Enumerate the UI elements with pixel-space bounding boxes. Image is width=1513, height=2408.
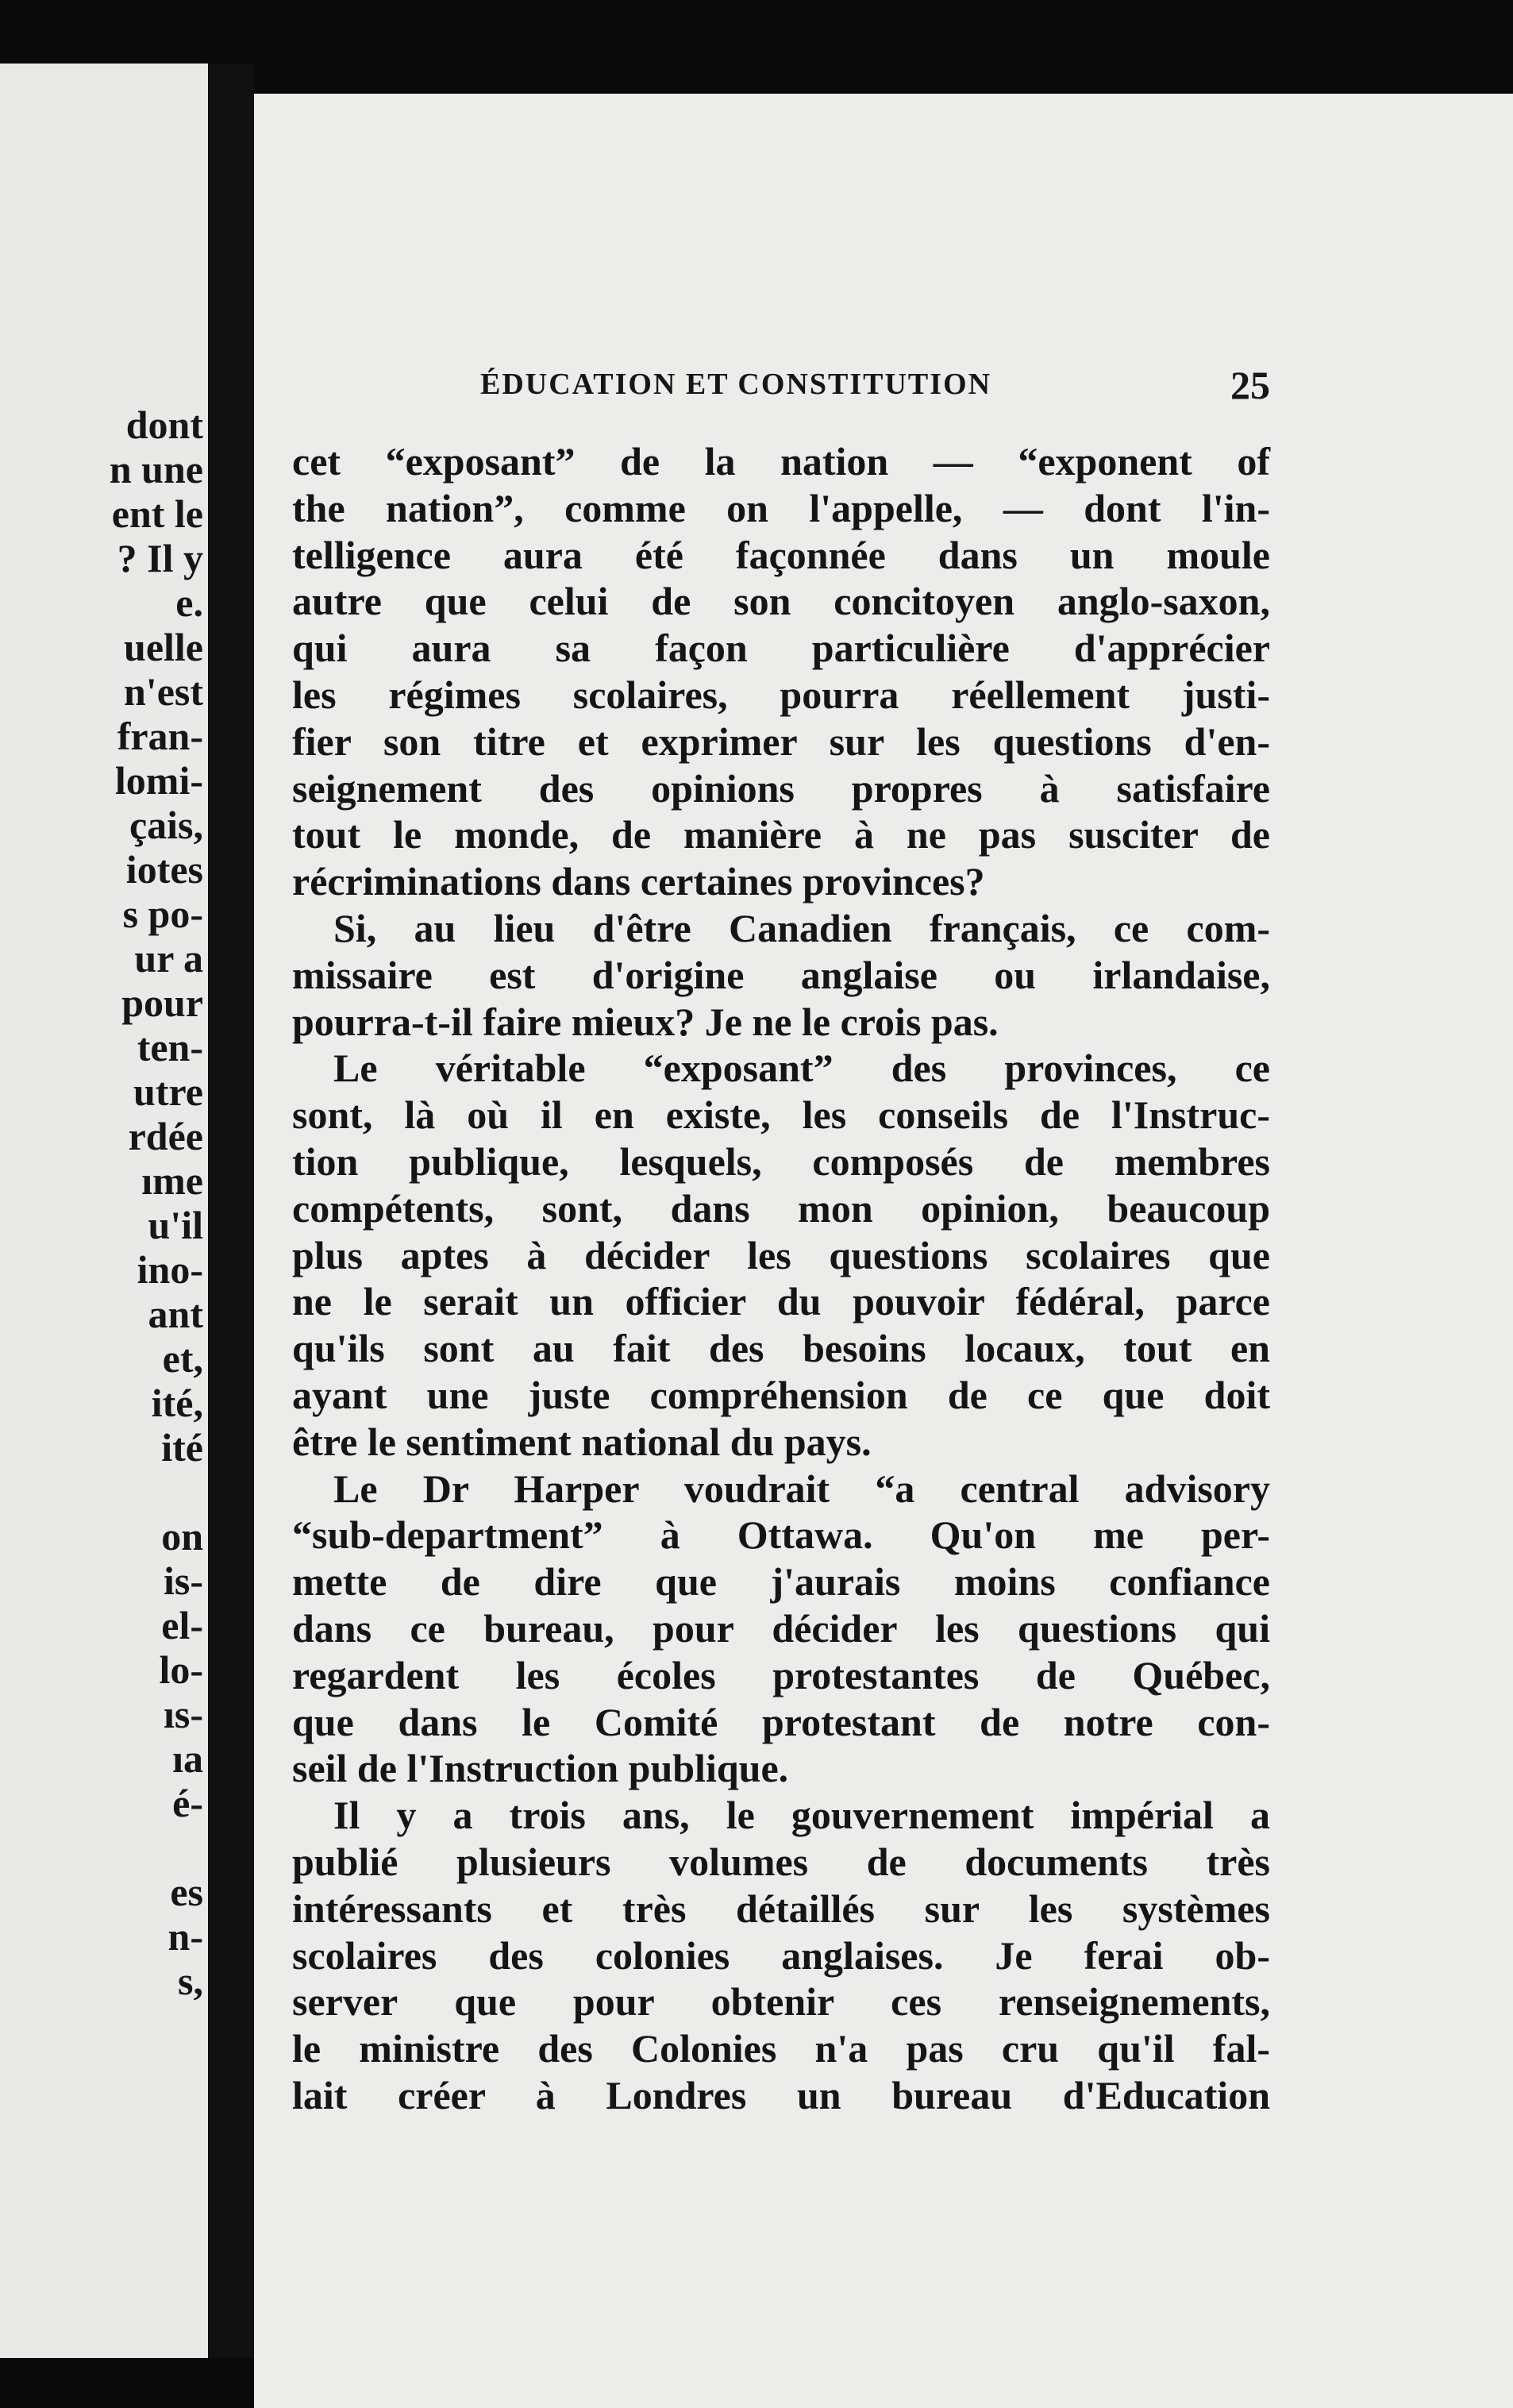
text-line: “sub-department” à Ottawa. Qu'on me per- — [292, 1512, 1270, 1558]
facing-page-fragment: ino- — [137, 1247, 203, 1292]
text-line: Le Dr Harper voudrait “a central advisory — [333, 1466, 1270, 1511]
facing-page-fragment: ıme — [141, 1158, 203, 1203]
facing-page-fragment: ten- — [137, 1025, 203, 1069]
text-line: qu'ils sont au fait des besoins locaux, tout en — [292, 1326, 1270, 1371]
text-line: missaire est d'origine anglaise ou irlandaise, — [292, 952, 1270, 997]
book-gutter — [208, 64, 254, 2358]
facing-page-fragment: pour — [121, 981, 203, 1025]
text-line: tout le monde, de manière à ne pas susciter de — [292, 812, 1270, 857]
text-line: que dans le Comité protestant de notre con- — [292, 1699, 1270, 1744]
facing-page-fragment: es — [170, 1870, 203, 1914]
text-line: plus aptes à décider les questions scolaires que — [292, 1232, 1270, 1277]
facing-page-fragment: ? Il y — [117, 536, 203, 580]
page-number: 25 — [1230, 363, 1270, 407]
facing-page-fragment: n- — [167, 1914, 203, 1959]
facing-page-fragment: is- — [164, 1558, 203, 1603]
text-line: fier son titre et exprimer sur les questions d'en- — [292, 719, 1270, 764]
text-line: les régimes scolaires, pourra réellement justi- — [292, 672, 1270, 717]
facing-page-fragment: ur a — [134, 936, 203, 981]
text-line: Le véritable “exposant” des provinces, ce — [333, 1046, 1270, 1091]
text-line: intéressants et très détaillés sur les systèmes — [292, 1886, 1270, 1931]
text-line: être le sentiment national du pays. — [292, 1419, 872, 1464]
facing-page-fragment: ent le — [111, 491, 203, 536]
text-line: lait créer à Londres un bureau d'Education — [292, 2072, 1270, 2117]
text-line: mette de dire que j'aurais moins confiance — [292, 1559, 1270, 1605]
text-line: Il y a trois ans, le gouvernement impérial a — [333, 1793, 1270, 1838]
facing-page-fragment: et, — [162, 1336, 203, 1381]
text-line: pourra-t-il faire mieux? Je ne le crois pas. — [292, 999, 999, 1044]
text-line: le ministre des Colonies n'a pas cru qu'il fal- — [292, 2026, 1270, 2071]
text-line: compétents, sont, dans mon opinion, beaucoup — [292, 1185, 1270, 1231]
facing-page-fragment: on — [161, 1514, 203, 1558]
facing-page-fragment: ité, — [151, 1381, 203, 1425]
facing-page-fragment: n'est — [124, 669, 203, 714]
text-line: récriminations dans certaines provinces? — [292, 859, 985, 904]
text-line: tion publique, lesquels, composés de membres — [292, 1139, 1270, 1184]
page-header — [254, 363, 1270, 414]
facing-page-fragment: rdée — [128, 1114, 203, 1158]
facing-page-fragment: s po- — [122, 892, 203, 936]
facing-page-fragment: çais, — [129, 803, 203, 847]
text-line: the nation”, comme on l'appelle, — dont l'in- — [292, 485, 1270, 530]
facing-page-fragment: n une — [109, 447, 203, 491]
facing-page-fragment: s, — [178, 1959, 203, 2003]
facing-page-fragment: ıs- — [164, 1692, 203, 1736]
text-line: qui aura sa façon particulière d'apprécier — [292, 626, 1270, 671]
text-line: ne le serait un officier du pouvoir fédéral, parce — [292, 1279, 1270, 1324]
text-line: regardent les écoles protestantes de Québec, — [292, 1652, 1270, 1697]
facing-page-fragment: u'il — [148, 1203, 203, 1247]
facing-page-fragment: dont — [125, 403, 203, 447]
facing-page-fragment: el- — [161, 1603, 203, 1647]
text-line: cet “exposant” de la nation — “exponent of — [292, 439, 1270, 484]
text-line: scolaires des colonies anglaises. Je ferai ob- — [292, 1932, 1270, 1978]
text-line: sont, là où il en existe, les conseils de l'Instruc- — [292, 1092, 1270, 1138]
facing-page-fragment: ıa — [172, 1736, 203, 1781]
text-line: server que pour obtenir ces renseignements, — [292, 1979, 1270, 2025]
text-line: ayant une juste compréhension de ce que doit — [292, 1372, 1270, 1417]
text-line: seil de l'Instruction publique. — [292, 1746, 789, 1791]
facing-page-fragment: fran- — [117, 714, 203, 758]
facing-page-fragment: uelle — [124, 625, 203, 669]
text-line: dans ce bureau, pour décider les questions qui — [292, 1605, 1270, 1651]
facing-page-fragment: e. — [175, 580, 203, 625]
page-body — [292, 438, 1270, 2119]
facing-page-fragment: lomi- — [114, 758, 203, 803]
running-title: ÉDUCATION ET CONSTITUTION — [480, 368, 992, 401]
facing-page-fragment: é- — [172, 1781, 203, 1825]
facing-page-fragment: lo- — [159, 1647, 203, 1692]
text-line: Si, au lieu d'être Canadien français, ce com- — [333, 905, 1270, 950]
facing-page-fragment: ant — [148, 1292, 203, 1336]
facing-page — [0, 64, 208, 2358]
text-line: publié plusieurs volumes de documents très — [292, 1839, 1270, 1884]
facing-page-fragment: utre — [133, 1069, 203, 1114]
facing-page-fragment: iotes — [125, 847, 203, 892]
text-line: seignement des opinions propres à satisfaire — [292, 765, 1270, 811]
text-line: telligence aura été façonnée dans un moule — [292, 532, 1270, 577]
text-line: autre que celui de son concitoyen anglo-saxon, — [292, 579, 1270, 624]
facing-page-fragment: ité — [161, 1425, 203, 1470]
